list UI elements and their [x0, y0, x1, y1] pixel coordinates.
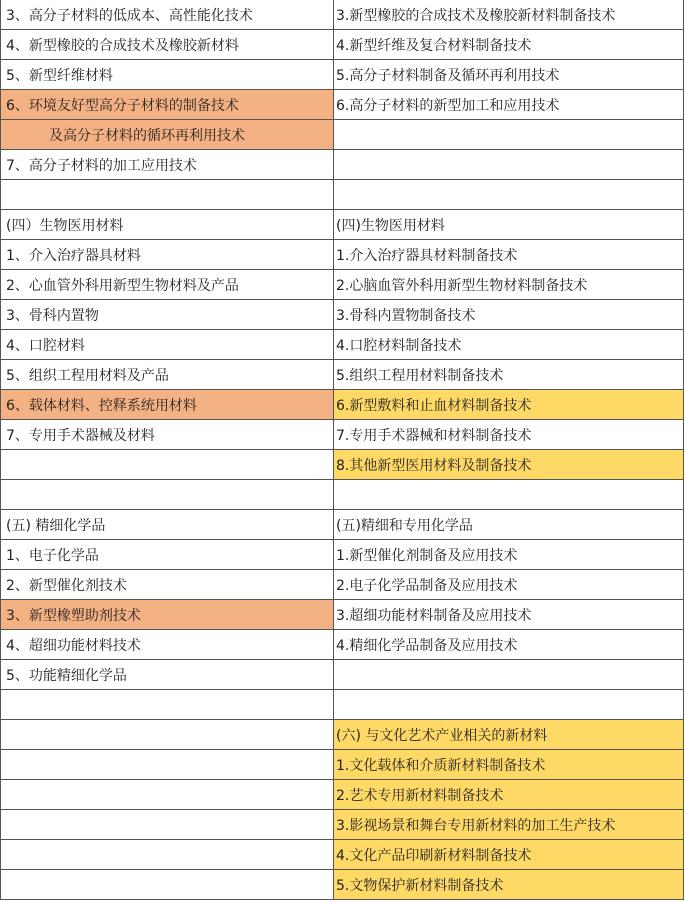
left-cell: 3、新型橡塑助剂技术 [1, 600, 334, 630]
table-row [1, 540, 684, 570]
table-row [1, 780, 684, 810]
right-cell: 4.精细化学品制备及应用技术 [334, 630, 684, 660]
left-cell: (五) 精细化学品 [1, 510, 334, 540]
left-cell: 5、功能精细化学品 [1, 660, 334, 690]
right-cell [334, 690, 684, 720]
left-cell: 7、高分子材料的加工应用技术 [1, 150, 334, 180]
left-cell: 1、介入治疗器具材料 [1, 240, 334, 270]
right-cell: 2.艺术专用新材料制备技术 [334, 780, 684, 810]
right-cell: 5.组织工程用材料制备技术 [334, 360, 684, 390]
left-cell: 4、超细功能材料技术 [1, 630, 334, 660]
left-cell: 4、口腔材料 [1, 330, 334, 360]
right-cell: 3.影视场景和舞台专用新材料的加工生产技术 [334, 810, 684, 840]
table-row [1, 360, 684, 390]
left-cell: 5、新型纤维材料 [1, 60, 334, 90]
left-cell: 6、环境友好型高分子材料的制备技术 [1, 90, 334, 120]
table-body [1, 0, 684, 900]
left-cell [1, 690, 334, 720]
right-cell [334, 120, 684, 150]
right-cell: 1.介入治疗器具材料制备技术 [334, 240, 684, 270]
left-cell: 1、电子化学品 [1, 540, 334, 570]
left-cell [1, 180, 334, 210]
right-cell: 6.高分子材料的新型加工和应用技术 [334, 90, 684, 120]
left-cell: 及高分子材料的循环再利用技术 [1, 120, 334, 150]
table-row [1, 30, 684, 60]
table-row [1, 750, 684, 780]
table-row [1, 450, 684, 480]
table-row [1, 210, 684, 240]
table-row [1, 270, 684, 300]
table-row [1, 720, 684, 750]
table-row [1, 330, 684, 360]
left-cell [1, 750, 334, 780]
left-cell [1, 450, 334, 480]
right-cell: 2.电子化学品制备及应用技术 [334, 570, 684, 600]
right-cell: 1.文化载体和介质新材料制备技术 [334, 750, 684, 780]
left-cell: 2、心血管外科用新型生物材料及产品 [1, 270, 334, 300]
left-cell [1, 840, 334, 870]
right-cell: 3.超细功能材料制备及应用技术 [334, 600, 684, 630]
right-cell: 3.新型橡胶的合成技术及橡胶新材料制备技术 [334, 0, 684, 30]
left-cell [1, 720, 334, 750]
left-cell: (四）生物医用材料 [1, 210, 334, 240]
right-cell: 4.口腔材料制备技术 [334, 330, 684, 360]
table-row [1, 810, 684, 840]
table-row [1, 390, 684, 420]
right-cell: 4.文化产品印刷新材料制备技术 [334, 840, 684, 870]
left-cell [1, 870, 334, 900]
right-cell: 4.新型纤维及复合材料制备技术 [334, 30, 684, 60]
right-cell [334, 180, 684, 210]
right-cell: 1.新型催化剂制备及应用技术 [334, 540, 684, 570]
table-row [1, 690, 684, 720]
table-row [1, 840, 684, 870]
right-cell: 6.新型敷料和止血材料制备技术 [334, 390, 684, 420]
right-cell: 5.高分子材料制备及循环再利用技术 [334, 60, 684, 90]
left-cell: 5、组织工程用材料及产品 [1, 360, 334, 390]
left-cell: 7、专用手术器械及材料 [1, 420, 334, 450]
right-cell: 5.文物保护新材料制备技术 [334, 870, 684, 900]
table-row [1, 180, 684, 210]
right-cell: 2.心脑血管外科用新型生物材料制备技术 [334, 270, 684, 300]
left-cell: 4、新型橡胶的合成技术及橡胶新材料 [1, 30, 334, 60]
left-cell [1, 480, 334, 510]
table-row [1, 600, 684, 630]
table-row [1, 510, 684, 540]
right-cell: 8.其他新型医用材料及制备技术 [334, 450, 684, 480]
table-row [1, 90, 684, 120]
right-cell [334, 150, 684, 180]
table-row [1, 240, 684, 270]
right-cell: (四)生物医用材料 [334, 210, 684, 240]
table-row [1, 480, 684, 510]
table-row [1, 150, 684, 180]
table-row [1, 870, 684, 900]
right-cell: (六) 与文化艺术产业相关的新材料 [334, 720, 684, 750]
left-cell: 3、高分子材料的低成本、高性能化技术 [1, 0, 334, 30]
left-cell [1, 780, 334, 810]
table-row [1, 300, 684, 330]
table-row [1, 570, 684, 600]
right-cell: 7.专用手术器械和材料制备技术 [334, 420, 684, 450]
table-row [1, 120, 684, 150]
left-cell [1, 810, 334, 840]
left-cell: 6、载体材料、控释系统用材料 [1, 390, 334, 420]
table-row [1, 60, 684, 90]
right-cell [334, 660, 684, 690]
table-row [1, 420, 684, 450]
table-row [1, 660, 684, 690]
table-row [1, 630, 684, 660]
right-cell: 3.骨科内置物制备技术 [334, 300, 684, 330]
left-cell: 3、骨科内置物 [1, 300, 334, 330]
table-row [1, 0, 684, 30]
left-cell: 2、新型催化剂技术 [1, 570, 334, 600]
right-cell: (五)精细和专用化学品 [334, 510, 684, 540]
right-cell [334, 480, 684, 510]
